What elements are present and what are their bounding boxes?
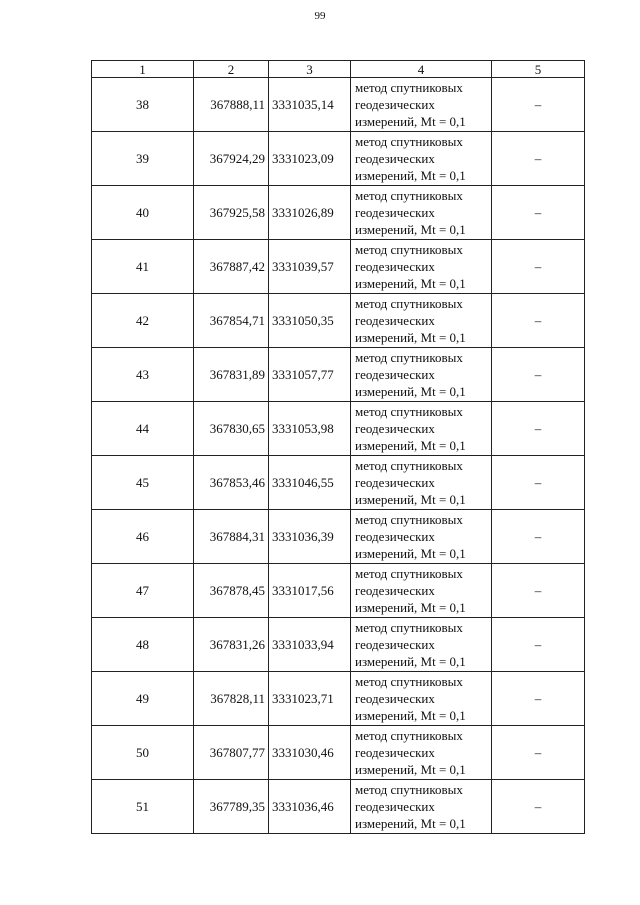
point-number-cell: 49 <box>92 672 194 726</box>
y-coordinate-cell: 3331030,46 <box>269 726 351 780</box>
x-coordinate-cell: 367888,11 <box>194 78 269 132</box>
x-coordinate-cell: 367830,65 <box>194 402 269 456</box>
x-coordinate-cell: 367807,77 <box>194 726 269 780</box>
note-cell: – <box>492 564 585 618</box>
y-coordinate-cell: 3331036,39 <box>269 510 351 564</box>
y-coordinate-cell: 3331023,71 <box>269 672 351 726</box>
method-line: метод спутниковых <box>355 782 463 797</box>
method-line: геодезических <box>355 637 435 652</box>
method-line: метод спутниковых <box>355 512 463 527</box>
method-line: геодезических <box>355 259 435 274</box>
table-row <box>92 402 585 456</box>
method-line: измерений, Mt = 0,1 <box>355 330 466 345</box>
x-coordinate-cell: 367789,35 <box>194 780 269 834</box>
method-line: измерений, Mt = 0,1 <box>355 816 466 831</box>
x-coordinate-cell: 367884,31 <box>194 510 269 564</box>
x-coordinate-cell: 367924,29 <box>194 132 269 186</box>
method-cell <box>351 780 492 834</box>
note-cell: – <box>492 348 585 402</box>
x-coordinate-cell: 367878,45 <box>194 564 269 618</box>
point-number-cell: 48 <box>92 618 194 672</box>
y-coordinate-cell: 3331033,94 <box>269 618 351 672</box>
method-cell <box>351 564 492 618</box>
page-number: 99 <box>314 10 326 22</box>
table-row <box>92 456 585 510</box>
point-number-cell: 43 <box>92 348 194 402</box>
method-line: измерений, Mt = 0,1 <box>355 762 466 777</box>
table-row <box>92 726 585 780</box>
method-line: метод спутниковых <box>355 350 463 365</box>
method-line: геодезических <box>355 367 435 382</box>
method-line: геодезических <box>355 205 435 220</box>
y-coordinate-cell: 3331035,14 <box>269 78 351 132</box>
method-line: метод спутниковых <box>355 188 463 203</box>
method-line: измерений, Mt = 0,1 <box>355 708 466 723</box>
point-number-cell: 51 <box>92 780 194 834</box>
method-line: измерений, Mt = 0,1 <box>355 222 466 237</box>
column-header: 4 <box>351 61 492 78</box>
table-row <box>92 294 585 348</box>
y-coordinate-cell: 3331046,55 <box>269 456 351 510</box>
point-number-cell: 40 <box>92 186 194 240</box>
method-cell <box>351 240 492 294</box>
method-line: измерений, Mt = 0,1 <box>355 384 466 399</box>
x-coordinate-cell: 367853,46 <box>194 456 269 510</box>
method-cell <box>351 672 492 726</box>
method-cell <box>351 78 492 132</box>
table-row <box>92 618 585 672</box>
table-row <box>92 78 585 132</box>
method-line: геодезических <box>355 799 435 814</box>
note-cell: – <box>492 186 585 240</box>
method-line: геодезических <box>355 475 435 490</box>
table-row <box>92 348 585 402</box>
note-cell: – <box>492 240 585 294</box>
point-number-cell: 46 <box>92 510 194 564</box>
point-number-cell: 41 <box>92 240 194 294</box>
point-number-cell: 44 <box>92 402 194 456</box>
note-cell: – <box>492 294 585 348</box>
method-line: метод спутниковых <box>355 674 463 689</box>
y-coordinate-cell: 3331026,89 <box>269 186 351 240</box>
column-header: 2 <box>194 61 269 78</box>
method-line: метод спутниковых <box>355 620 463 635</box>
column-header: 3 <box>269 61 351 78</box>
method-cell <box>351 402 492 456</box>
table-row <box>92 132 585 186</box>
method-line: измерений, Mt = 0,1 <box>355 438 466 453</box>
method-line: измерений, Mt = 0,1 <box>355 492 466 507</box>
x-coordinate-cell: 367831,26 <box>194 618 269 672</box>
method-line: геодезических <box>355 691 435 706</box>
method-line: измерений, Mt = 0,1 <box>355 276 466 291</box>
note-cell: – <box>492 510 585 564</box>
column-header: 5 <box>492 61 585 78</box>
method-line: измерений, Mt = 0,1 <box>355 114 466 129</box>
y-coordinate-cell: 3331023,09 <box>269 132 351 186</box>
column-header: 1 <box>92 61 194 78</box>
y-coordinate-cell: 3331053,98 <box>269 402 351 456</box>
point-number-cell: 50 <box>92 726 194 780</box>
method-cell <box>351 294 492 348</box>
method-line: геодезических <box>355 529 435 544</box>
method-cell <box>351 132 492 186</box>
y-coordinate-cell: 3331039,57 <box>269 240 351 294</box>
table-body <box>92 78 585 834</box>
table-row <box>92 240 585 294</box>
method-line: геодезических <box>355 97 435 112</box>
method-cell <box>351 348 492 402</box>
y-coordinate-cell: 3331036,46 <box>269 780 351 834</box>
method-line: геодезических <box>355 421 435 436</box>
method-line: измерений, Mt = 0,1 <box>355 600 466 615</box>
point-number-cell: 38 <box>92 78 194 132</box>
method-cell <box>351 618 492 672</box>
note-cell: – <box>492 456 585 510</box>
coordinates-table <box>91 60 585 834</box>
method-line: измерений, Mt = 0,1 <box>355 168 466 183</box>
table-row <box>92 564 585 618</box>
table-row <box>92 672 585 726</box>
y-coordinate-cell: 3331017,56 <box>269 564 351 618</box>
method-line: метод спутниковых <box>355 728 463 743</box>
point-number-cell: 47 <box>92 564 194 618</box>
table-header-row <box>92 61 585 78</box>
method-line: геодезических <box>355 313 435 328</box>
y-coordinate-cell: 3331057,77 <box>269 348 351 402</box>
note-cell: – <box>492 132 585 186</box>
method-line: метод спутниковых <box>355 242 463 257</box>
point-number-cell: 42 <box>92 294 194 348</box>
note-cell: – <box>492 672 585 726</box>
method-line: геодезических <box>355 151 435 166</box>
note-cell: – <box>492 618 585 672</box>
note-cell: – <box>492 78 585 132</box>
method-line: метод спутниковых <box>355 566 463 581</box>
method-cell <box>351 510 492 564</box>
method-cell <box>351 726 492 780</box>
method-line: метод спутниковых <box>355 404 463 419</box>
method-line: измерений, Mt = 0,1 <box>355 546 466 561</box>
method-line: метод спутниковых <box>355 134 463 149</box>
x-coordinate-cell: 367887,42 <box>194 240 269 294</box>
method-line: метод спутниковых <box>355 458 463 473</box>
note-cell: – <box>492 402 585 456</box>
x-coordinate-cell: 367831,89 <box>194 348 269 402</box>
point-number-cell: 45 <box>92 456 194 510</box>
y-coordinate-cell: 3331050,35 <box>269 294 351 348</box>
point-number-cell: 39 <box>92 132 194 186</box>
method-line: метод спутниковых <box>355 80 463 95</box>
x-coordinate-cell: 367828,11 <box>194 672 269 726</box>
method-cell <box>351 456 492 510</box>
note-cell: – <box>492 780 585 834</box>
x-coordinate-cell: 367925,58 <box>194 186 269 240</box>
method-line: метод спутниковых <box>355 296 463 311</box>
table-row <box>92 780 585 834</box>
note-cell: – <box>492 726 585 780</box>
method-line: геодезических <box>355 745 435 760</box>
table-row <box>92 186 585 240</box>
method-cell <box>351 186 492 240</box>
method-line: геодезических <box>355 583 435 598</box>
method-line: измерений, Mt = 0,1 <box>355 654 466 669</box>
x-coordinate-cell: 367854,71 <box>194 294 269 348</box>
table-row <box>92 510 585 564</box>
